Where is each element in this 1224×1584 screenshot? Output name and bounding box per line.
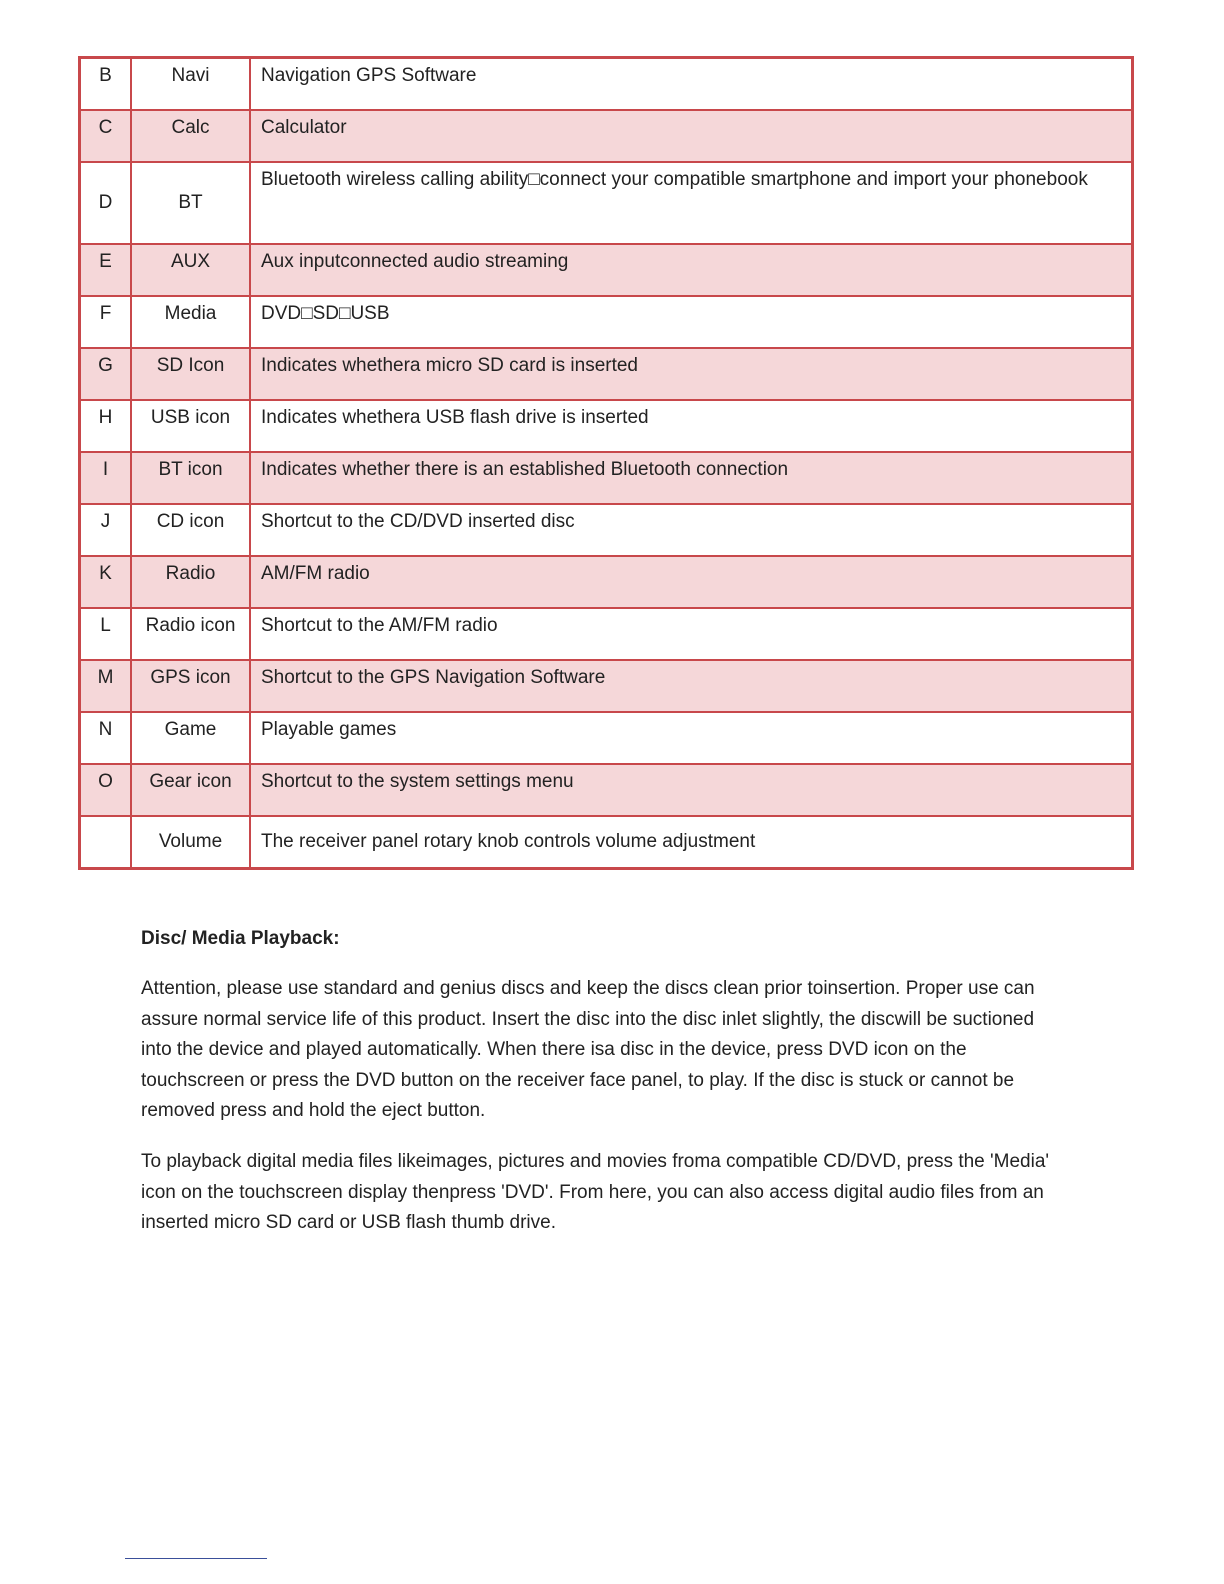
row-key: E <box>80 244 132 296</box>
row-description: DVD□SD□USB <box>250 296 1133 348</box>
row-key: O <box>80 764 132 816</box>
footnote-separator <box>125 1558 267 1559</box>
table-row <box>80 58 1133 111</box>
row-name: Navi <box>131 58 250 111</box>
row-name: Game <box>131 712 250 764</box>
table-row <box>80 764 1133 816</box>
table-row <box>80 348 1133 400</box>
row-description: Navigation GPS Software <box>250 58 1133 111</box>
row-key: L <box>80 608 132 660</box>
row-name: Radio icon <box>131 608 250 660</box>
table-row <box>80 504 1133 556</box>
body-paragraph: To playback digital media files likeimages, pictures and movies froma compatible CD/DVD, press the 'Media' icon on the touchscreen display thenpress 'DVD'. From here, you can also access digital audio files from an inserted micro SD card or USB flash thumb drive. <box>141 1151 1050 1234</box>
row-key: N <box>80 712 132 764</box>
row-description: Indicates whether there is an established Bluetooth connection <box>250 452 1133 504</box>
row-name: Volume <box>131 816 250 869</box>
section-heading: Disc/ Media Playback: <box>141 928 340 949</box>
row-description: Shortcut to the CD/DVD inserted disc <box>250 504 1133 556</box>
legend-table <box>78 56 1134 870</box>
row-key: K <box>80 556 132 608</box>
row-name: BT <box>131 162 250 244</box>
row-name: BT icon <box>131 452 250 504</box>
table-row <box>80 162 1133 244</box>
row-name: GPS icon <box>131 660 250 712</box>
table-row <box>80 244 1133 296</box>
row-key: I <box>80 452 132 504</box>
row-description: Indicates whethera USB flash drive is inserted <box>250 400 1133 452</box>
row-key: H <box>80 400 132 452</box>
row-name: AUX <box>131 244 250 296</box>
row-key: C <box>80 110 132 162</box>
row-description: Shortcut to the AM/FM radio <box>250 608 1133 660</box>
table-row <box>80 556 1133 608</box>
body-paragraph: Attention, please use standard and genius discs and keep the discs clean prior toinsertion. Proper use can assure normal service life of this product. Insert the disc into the disc inlet slightly, the discwill be suctioned into the device and played automatically. When there isa disc in the device, press DVD icon on the touchscreen or press the DVD button on the receiver face panel, to play. If the disc is stuck or cannot be removed press and hold the eject button. <box>141 978 1035 1122</box>
row-description: Playable games <box>250 712 1133 764</box>
row-key: J <box>80 504 132 556</box>
row-description: Aux inputconnected audio streaming <box>250 244 1133 296</box>
table-row <box>80 712 1133 764</box>
row-description: Shortcut to the GPS Navigation Software <box>250 660 1133 712</box>
table-row <box>80 452 1133 504</box>
row-key <box>80 816 132 869</box>
table-row <box>80 816 1133 869</box>
row-name: USB icon <box>131 400 250 452</box>
row-name: SD Icon <box>131 348 250 400</box>
row-description: Indicates whethera micro SD card is inserted <box>250 348 1133 400</box>
table-row <box>80 660 1133 712</box>
table-row <box>80 296 1133 348</box>
row-name: Calc <box>131 110 250 162</box>
table-row <box>80 400 1133 452</box>
row-description: Calculator <box>250 110 1133 162</box>
row-description: Bluetooth wireless calling ability□connect your compatible smartphone and import your phonebook <box>250 162 1133 244</box>
row-description: Shortcut to the system settings menu <box>250 764 1133 816</box>
row-name: CD icon <box>131 504 250 556</box>
row-key: M <box>80 660 132 712</box>
row-key: B <box>80 58 132 111</box>
row-name: Media <box>131 296 250 348</box>
row-description: The receiver panel rotary knob controls volume adjustment <box>250 816 1133 869</box>
row-key: D <box>80 162 132 244</box>
row-name: Radio <box>131 556 250 608</box>
table-row <box>80 608 1133 660</box>
table-row <box>80 110 1133 162</box>
row-key: G <box>80 348 132 400</box>
row-key: F <box>80 296 132 348</box>
row-description: AM/FM radio <box>250 556 1133 608</box>
row-name: Gear icon <box>131 764 250 816</box>
